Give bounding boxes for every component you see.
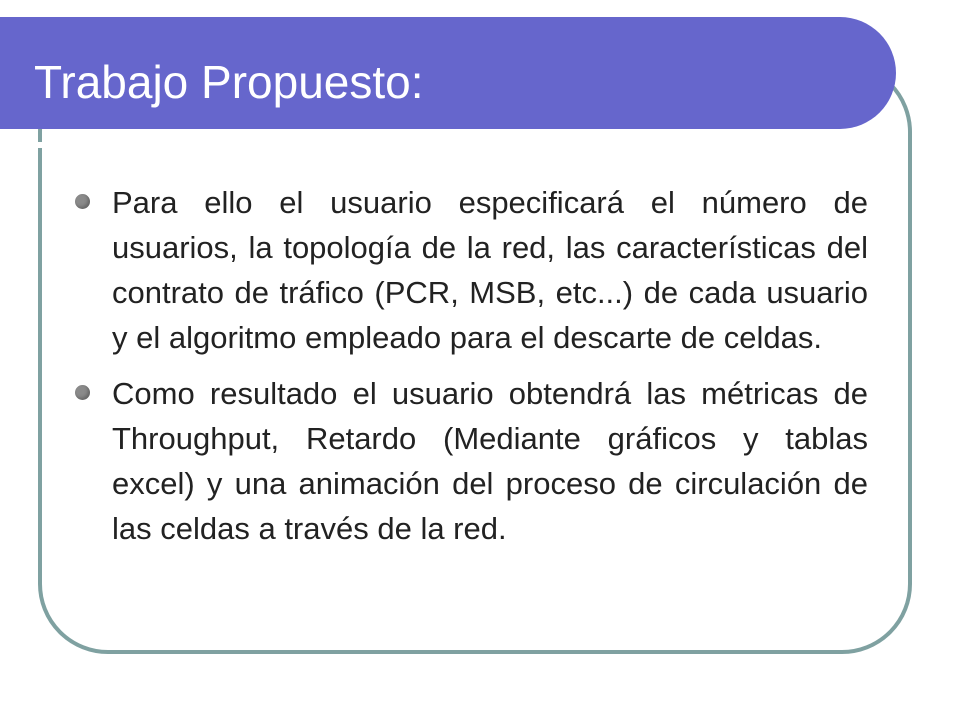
bullet-text: Para ello el usuario especificará el número de usuarios, la topología de la red, las características del contrato de tráfico (PCR, MSB, etc...) de cada usuario y el algoritmo empleado para el descarte de celdas.	[112, 185, 868, 355]
bullet-text: Como resultado el usuario obtendrá las métricas de Throughput, Retardo (Mediante gráficos y tablas excel) y una animación del proceso de circulación de las celdas a través de la red.	[112, 376, 868, 546]
title-underline	[0, 142, 850, 148]
title-bar	[0, 17, 896, 129]
bullet-item	[112, 180, 868, 360]
slide-title: Trabajo Propuesto:	[34, 56, 424, 108]
bullet-dot-icon	[75, 385, 90, 400]
bullet-dot-icon	[75, 194, 90, 209]
bullet-list	[112, 180, 868, 562]
bullet-item	[112, 371, 868, 551]
